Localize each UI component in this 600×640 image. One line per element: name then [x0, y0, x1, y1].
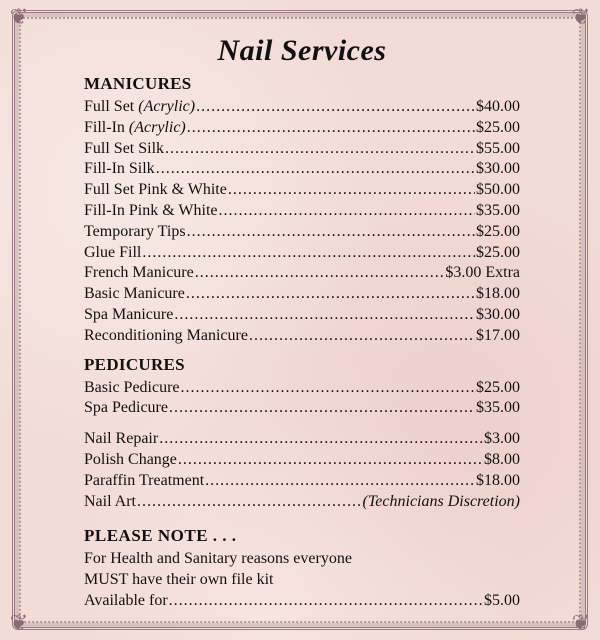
dot-leader: [174, 305, 475, 326]
dot-leader: [159, 429, 483, 450]
manicures-heading: MANICURES: [84, 74, 192, 93]
dot-leader: [218, 201, 475, 222]
file-kit-row: [84, 591, 520, 612]
service-price: $3.00 Extra: [445, 264, 520, 282]
service-label: Temporary Tips: [84, 222, 186, 240]
service-label: Spa Pedicure: [84, 399, 168, 417]
service-price: $18.00: [476, 285, 520, 303]
dot-leader: [181, 378, 475, 399]
dot-leader: [228, 180, 475, 201]
service-row: [84, 243, 520, 264]
service-row: [84, 398, 520, 419]
dot-leader: [156, 159, 475, 180]
service-label: Nail Repair: [84, 430, 159, 448]
dot-leader: [205, 471, 475, 492]
service-price: $35.00: [476, 201, 520, 219]
service-label: Nail Art: [84, 492, 136, 510]
file-kit-price: $5.00: [484, 591, 520, 609]
note-text: For Health and Sanitary reasons everyone: [84, 550, 352, 568]
file-kit-label: Available for: [84, 591, 168, 609]
service-price: $3.00: [484, 430, 520, 448]
service-row: [84, 263, 520, 284]
service-row: [84, 139, 520, 160]
service-label: Full Set Silk: [84, 139, 165, 157]
menu-content: [84, 34, 520, 612]
service-label: Fill-In (Acrylic): [84, 118, 186, 136]
dot-leader: [196, 97, 475, 118]
dot-leader: [169, 591, 483, 612]
service-row: [84, 118, 520, 139]
service-label: Glue Fill: [84, 243, 142, 261]
service-price: $25.00: [476, 118, 520, 136]
service-label: Polish Change: [84, 450, 177, 468]
service-price: $18.00: [476, 471, 520, 489]
service-label: Full Set Pink & White: [84, 181, 227, 199]
dot-leader: [186, 284, 475, 305]
corner-flourish-icon: ❦: [571, 610, 591, 635]
dot-leader: [195, 263, 445, 284]
service-label: French Manicure: [84, 264, 194, 282]
service-row: [84, 471, 520, 492]
service-price: $30.00: [476, 160, 520, 178]
service-price: $17.00: [476, 326, 520, 344]
service-row: [84, 222, 520, 243]
service-row: [84, 284, 520, 305]
service-label: Fill-In Silk: [84, 160, 155, 178]
note-text: MUST have their own file kit: [84, 571, 274, 589]
service-price: $25.00: [476, 378, 520, 396]
service-price: $35.00: [476, 399, 520, 417]
service-row: [84, 305, 520, 326]
service-row: [84, 180, 520, 201]
service-row: [84, 450, 520, 471]
dot-leader: [178, 450, 483, 471]
corner-flourish-icon: ❦: [9, 4, 29, 29]
service-label: Full Set (Acrylic): [84, 98, 196, 115]
service-price: (Technicians Discretion): [362, 492, 520, 510]
dot-leader: [142, 243, 475, 264]
service-price: $25.00: [476, 243, 520, 261]
service-row: [84, 159, 520, 180]
dot-leader: [187, 222, 475, 243]
service-label: Reconditioning Manicure: [84, 326, 248, 344]
service-row: [84, 97, 520, 118]
dot-leader: [137, 492, 362, 513]
pedicures-heading: PEDICURES: [84, 354, 185, 374]
dot-leader: [187, 118, 475, 139]
service-row: [84, 378, 520, 399]
service-price: $55.00: [476, 139, 520, 157]
dot-leader: [165, 139, 475, 160]
note-heading: PLEASE NOTE . . .: [84, 526, 237, 546]
corner-flourish-icon: ❦: [9, 610, 29, 635]
service-label: Spa Manicure: [84, 305, 174, 323]
service-price: $25.00: [476, 222, 520, 240]
dot-leader: [169, 398, 475, 419]
service-row: [84, 429, 520, 450]
service-price: $40.00: [476, 98, 520, 115]
service-label: Fill-In Pink & White: [84, 201, 218, 219]
service-label: Basic Manicure: [84, 285, 185, 303]
service-price: $30.00: [476, 305, 520, 323]
service-row: [84, 492, 520, 513]
page-title: Nail Services: [217, 34, 387, 67]
service-row: [84, 326, 520, 347]
service-price: $8.00: [484, 450, 520, 468]
service-label: Basic Pedicure: [84, 378, 180, 396]
service-label: Paraffin Treatment: [84, 471, 205, 489]
service-price: $50.00: [476, 181, 520, 199]
service-row: [84, 201, 520, 222]
corner-flourish-icon: ❦: [571, 4, 591, 29]
dot-leader: [249, 326, 475, 347]
